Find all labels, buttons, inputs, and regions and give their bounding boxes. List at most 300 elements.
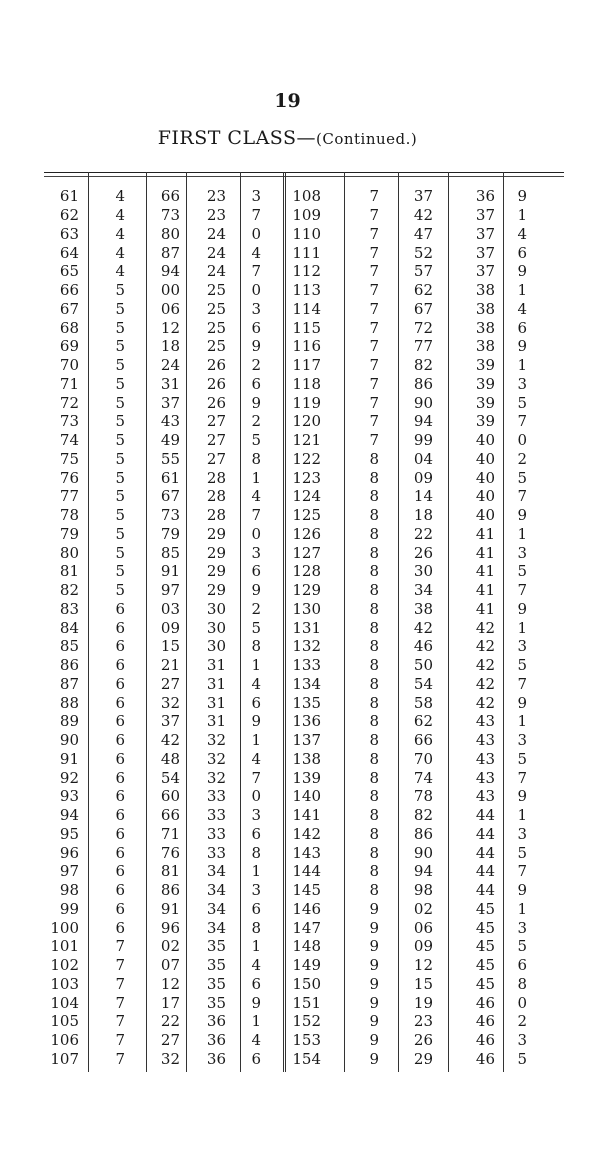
table-cell: 19 (413, 993, 433, 1012)
table-heading (0, 127, 575, 149)
table-cell: 27 (206, 412, 226, 431)
table-cell: 7 (517, 768, 527, 787)
table-cell: 3 (251, 881, 261, 900)
table-cell: 148 (292, 937, 321, 956)
table-cell: 37 (413, 187, 433, 206)
table-cell: 145 (292, 881, 321, 900)
table-cell: 9 (517, 337, 527, 356)
table-cell: 4 (251, 749, 261, 768)
table-row (287, 487, 531, 506)
table-cell: 8 (369, 768, 379, 787)
table-cell: 5 (517, 1049, 527, 1068)
table-cell: 7 (115, 1012, 125, 1031)
table-cell: 142 (292, 824, 321, 843)
table-row (287, 525, 531, 544)
table-cell: 75 (59, 449, 79, 468)
table-row (40, 375, 265, 394)
table-cell: 41 (475, 524, 495, 543)
table-cell: 39 (475, 374, 495, 393)
table-cell: 7 (115, 993, 125, 1012)
table-cell: 5 (115, 562, 125, 581)
table-cell: 8 (369, 806, 379, 825)
table-row (40, 656, 265, 675)
table-row (287, 862, 531, 881)
table-cell: 29 (206, 524, 226, 543)
table-cell: 2 (251, 599, 261, 618)
table-row (40, 525, 265, 544)
table-cell: 1 (517, 524, 527, 543)
table-cell: 7 (251, 206, 261, 225)
table-cell: 92 (59, 768, 79, 787)
table-cell: 6 (251, 1049, 261, 1068)
table-cell: 102 (50, 956, 79, 975)
table-cell: 65 (59, 262, 79, 281)
table-row (287, 693, 531, 712)
table-cell: 118 (292, 374, 321, 393)
table-row (287, 712, 531, 731)
table-cell: 8 (369, 712, 379, 731)
table-cell: 5 (517, 937, 527, 956)
table-cell: 4 (115, 206, 125, 225)
table-cell: 6 (251, 974, 261, 993)
table-cell: 12 (160, 974, 180, 993)
table-cell: 5 (115, 506, 125, 525)
table-cell: 24 (206, 243, 226, 262)
table-cell: 9 (517, 787, 527, 806)
table-cell: 7 (251, 506, 261, 525)
table-cell: 111 (292, 243, 321, 262)
table-cell: 9 (369, 918, 379, 937)
table-cell: 45 (475, 974, 495, 993)
table-cell: 43 (160, 412, 180, 431)
table-cell: 70 (59, 356, 79, 375)
table-cell: 113 (292, 281, 321, 300)
table-cell: 78 (59, 506, 79, 525)
table-cell: 8 (369, 618, 379, 637)
table-cell: 8 (369, 581, 379, 600)
table-cell: 73 (160, 206, 180, 225)
table-cell: 5 (115, 337, 125, 356)
table-cell: 7 (115, 1049, 125, 1068)
table-cell: 42 (475, 637, 495, 656)
table-cell: 8 (369, 881, 379, 900)
table-cell: 02 (413, 899, 433, 918)
table-cell: 38 (475, 281, 495, 300)
table-cell: 71 (160, 824, 180, 843)
table-cell: 7 (369, 431, 379, 450)
table-cell: 25 (206, 299, 226, 318)
table-row (40, 600, 265, 619)
table-cell: 1 (517, 618, 527, 637)
table-cell: 7 (517, 862, 527, 881)
table-cell: 6 (115, 599, 125, 618)
table-cell: 8 (369, 843, 379, 862)
table-cell: 35 (206, 974, 226, 993)
table-cell: 144 (292, 862, 321, 881)
table-row (40, 393, 265, 412)
table-cell: 15 (413, 974, 433, 993)
table-cell: 115 (292, 318, 321, 337)
table-row (287, 768, 531, 787)
table-cell: 23 (413, 1012, 433, 1031)
table-cell: 1 (251, 937, 261, 956)
table-cell: 14 (413, 487, 433, 506)
table-cell: 6 (115, 862, 125, 881)
table-cell: 7 (115, 974, 125, 993)
table-cell: 54 (413, 674, 433, 693)
table-row (287, 656, 531, 675)
table-cell: 26 (413, 1031, 433, 1050)
table-cell: 2 (517, 1012, 527, 1031)
table-cell: 141 (292, 806, 321, 825)
table-cell: 5 (115, 374, 125, 393)
table-cell: 25 (206, 318, 226, 337)
table-cell: 133 (292, 656, 321, 675)
table-cell: 9 (369, 899, 379, 918)
table-row (40, 918, 265, 937)
table-cell: 3 (251, 543, 261, 562)
table-row (287, 900, 531, 919)
table-cell: 104 (50, 993, 79, 1012)
center-double-divider (283, 172, 286, 1072)
table-cell: 52 (413, 243, 433, 262)
table-cell: 28 (206, 506, 226, 525)
table-cell: 32 (206, 731, 226, 750)
table-cell: 46 (475, 1031, 495, 1050)
table-cell: 82 (413, 356, 433, 375)
table-cell: 8 (369, 824, 379, 843)
table-cell: 130 (292, 599, 321, 618)
table-cell: 7 (369, 356, 379, 375)
table-cell: 90 (413, 393, 433, 412)
table-cell: 4 (251, 487, 261, 506)
table-cell: 6 (115, 768, 125, 787)
table-cell: 44 (475, 806, 495, 825)
table-row (287, 506, 531, 525)
table-cell: 30 (206, 637, 226, 656)
table-cell: 09 (413, 468, 433, 487)
table-cell: 90 (413, 843, 433, 862)
table-row (40, 900, 265, 919)
table-cell: 8 (251, 637, 261, 656)
table-cell: 7 (115, 1031, 125, 1050)
table-cell: 94 (413, 412, 433, 431)
table-row (40, 431, 265, 450)
table-cell: 96 (59, 843, 79, 862)
table-cell: 26 (206, 374, 226, 393)
table-cell: 90 (59, 731, 79, 750)
table-cell: 35 (206, 937, 226, 956)
table-cell: 8 (369, 731, 379, 750)
table-cell: 9 (517, 187, 527, 206)
table-cell: 5 (115, 487, 125, 506)
table-cell: 126 (292, 524, 321, 543)
table-cell: 131 (292, 618, 321, 637)
table-cell: 5 (517, 562, 527, 581)
table-row (287, 187, 531, 206)
table-cell: 31 (206, 656, 226, 675)
table-row (287, 412, 531, 431)
table-row (40, 356, 265, 375)
table-cell: 8 (369, 543, 379, 562)
table-row (40, 956, 265, 975)
table-cell: 7 (517, 412, 527, 431)
table-cell: 29 (206, 581, 226, 600)
table-cell: 93 (59, 787, 79, 806)
table-cell: 7 (369, 393, 379, 412)
table-cell: 5 (115, 431, 125, 450)
table-row (40, 337, 265, 356)
table-cell: 34 (206, 881, 226, 900)
table-cell: 34 (206, 899, 226, 918)
table-cell: 44 (475, 824, 495, 843)
table-row (287, 450, 531, 469)
table-cell: 9 (251, 581, 261, 600)
table-cell: 2 (251, 356, 261, 375)
table-cell: 8 (369, 468, 379, 487)
table-row (40, 281, 265, 300)
table-row (287, 225, 531, 244)
table-row (287, 787, 531, 806)
table-cell: 35 (206, 993, 226, 1012)
right-table-block (287, 187, 531, 1068)
table-cell: 32 (206, 749, 226, 768)
table-cell: 38 (413, 599, 433, 618)
table-cell: 3 (517, 543, 527, 562)
table-cell: 12 (413, 956, 433, 975)
table-row (40, 637, 265, 656)
table-cell: 38 (475, 318, 495, 337)
table-cell: 9 (369, 1049, 379, 1068)
table-cell: 34 (206, 918, 226, 937)
table-cell: 8 (369, 487, 379, 506)
table-row (287, 937, 531, 956)
table-cell: 30 (206, 618, 226, 637)
table-cell: 9 (517, 262, 527, 281)
table-cell: 4 (115, 262, 125, 281)
table-cell: 112 (292, 262, 321, 281)
table-cell: 29 (206, 562, 226, 581)
table-cell: 40 (475, 506, 495, 525)
table-cell: 119 (292, 393, 321, 412)
table-cell: 39 (475, 393, 495, 412)
table-cell: 116 (292, 337, 321, 356)
table-cell: 95 (59, 824, 79, 843)
table-cell: 46 (413, 637, 433, 656)
table-cell: 6 (115, 731, 125, 750)
table-cell: 30 (413, 562, 433, 581)
table-row (40, 543, 265, 562)
table-cell: 7 (251, 262, 261, 281)
table-cell: 8 (369, 862, 379, 881)
table-cell: 24 (160, 356, 180, 375)
table-cell: 34 (206, 862, 226, 881)
table-cell: 85 (160, 543, 180, 562)
table-cell: 8 (369, 693, 379, 712)
table-cell: 110 (292, 224, 321, 243)
table-row (40, 787, 265, 806)
table-cell: 5 (115, 412, 125, 431)
table-row (287, 318, 531, 337)
table-cell: 30 (206, 599, 226, 618)
table-row (287, 750, 531, 769)
table-cell: 0 (251, 787, 261, 806)
table-cell: 25 (206, 337, 226, 356)
table-cell: 73 (160, 506, 180, 525)
table-cell: 134 (292, 674, 321, 693)
table-cell: 41 (475, 581, 495, 600)
table-cell: 1 (251, 731, 261, 750)
table-cell: 66 (160, 187, 180, 206)
table-cell: 149 (292, 956, 321, 975)
table-cell: 6 (115, 918, 125, 937)
table-row (287, 731, 531, 750)
table-cell: 74 (413, 768, 433, 787)
table-row (287, 1050, 531, 1069)
table-cell: 8 (369, 749, 379, 768)
table-cell: 42 (475, 693, 495, 712)
table-row (287, 281, 531, 300)
table-row (40, 1050, 265, 1069)
table-cell: 86 (413, 824, 433, 843)
table-cell: 06 (413, 918, 433, 937)
table-cell: 28 (206, 468, 226, 487)
table-row (40, 731, 265, 750)
table-cell: 38 (475, 337, 495, 356)
table-row (287, 543, 531, 562)
table-row (287, 1031, 531, 1050)
table-row (40, 581, 265, 600)
table-cell: 42 (413, 618, 433, 637)
table-cell: 81 (59, 562, 79, 581)
table-cell: 105 (50, 1012, 79, 1031)
table-cell: 64 (59, 243, 79, 262)
table-cell: 26 (206, 356, 226, 375)
table-cell: 108 (292, 187, 321, 206)
table-cell: 37 (475, 224, 495, 243)
table-cell: 98 (413, 881, 433, 900)
table-cell: 61 (160, 468, 180, 487)
table-cell: 40 (475, 468, 495, 487)
table-row (40, 412, 265, 431)
table-cell: 4 (251, 1031, 261, 1050)
table-cell: 62 (413, 281, 433, 300)
table-cell: 6 (115, 749, 125, 768)
table-cell: 7 (517, 581, 527, 600)
table-row (40, 862, 265, 881)
table-cell: 6 (115, 712, 125, 731)
table-cell: 44 (475, 862, 495, 881)
table-cell: 43 (475, 731, 495, 750)
table-cell: 73 (59, 412, 79, 431)
table-cell: 139 (292, 768, 321, 787)
table-cell: 58 (413, 693, 433, 712)
table-row (287, 431, 531, 450)
table-cell: 120 (292, 412, 321, 431)
table-cell: 33 (206, 843, 226, 862)
table-cell: 04 (413, 449, 433, 468)
table-cell: 70 (413, 749, 433, 768)
left-table-block (40, 187, 265, 1068)
table-cell: 45 (475, 956, 495, 975)
table-cell: 2 (251, 412, 261, 431)
table-row (40, 693, 265, 712)
table-cell: 80 (59, 543, 79, 562)
table-cell: 86 (59, 656, 79, 675)
table-row (287, 206, 531, 225)
table-cell: 94 (413, 862, 433, 881)
table-cell: 5 (251, 618, 261, 637)
table-cell: 5 (517, 843, 527, 862)
table-cell: 35 (206, 956, 226, 975)
table-cell: 136 (292, 712, 321, 731)
table-cell: 103 (50, 974, 79, 993)
table-cell: 27 (206, 449, 226, 468)
table-cell: 82 (413, 806, 433, 825)
table-cell: 06 (160, 299, 180, 318)
table-cell: 32 (160, 1049, 180, 1068)
table-cell: 72 (413, 318, 433, 337)
table-cell: 02 (160, 937, 180, 956)
table-cell: 7 (369, 187, 379, 206)
table-cell: 22 (160, 1012, 180, 1031)
table-cell: 9 (251, 712, 261, 731)
table-cell: 26 (413, 543, 433, 562)
table-cell: 36 (206, 1049, 226, 1068)
table-cell: 150 (292, 974, 321, 993)
table-cell: 29 (413, 1049, 433, 1068)
table-cell: 7 (115, 937, 125, 956)
table-cell: 8 (517, 974, 527, 993)
table-cell: 42 (475, 618, 495, 637)
table-cell: 99 (413, 431, 433, 450)
table-cell: 8 (251, 918, 261, 937)
table-cell: 100 (50, 918, 79, 937)
table-cell: 98 (59, 881, 79, 900)
table-cell: 140 (292, 787, 321, 806)
table-cell: 114 (292, 299, 321, 318)
table-cell: 3 (517, 824, 527, 843)
table-cell: 9 (369, 993, 379, 1012)
table-cell: 4 (115, 243, 125, 262)
table-cell: 74 (59, 431, 79, 450)
table-cell: 32 (160, 693, 180, 712)
table-cell: 5 (115, 449, 125, 468)
table-cell: 29 (206, 543, 226, 562)
table-cell: 82 (59, 581, 79, 600)
table-cell: 6 (115, 881, 125, 900)
table-cell: 154 (292, 1049, 321, 1068)
table-cell: 147 (292, 918, 321, 937)
table-cell: 86 (160, 881, 180, 900)
table-row (287, 337, 531, 356)
table-row (40, 825, 265, 844)
table-cell: 5 (115, 393, 125, 412)
table-row (40, 318, 265, 337)
table-cell: 6 (115, 656, 125, 675)
table-cell: 15 (160, 637, 180, 656)
table-cell: 7 (517, 674, 527, 693)
table-cell: 47 (413, 224, 433, 243)
table-cell: 91 (160, 562, 180, 581)
table-cell: 8 (369, 449, 379, 468)
table-cell: 153 (292, 1031, 321, 1050)
table-row (40, 206, 265, 225)
table-cell: 87 (59, 674, 79, 693)
table-cell: 7 (369, 299, 379, 318)
table-cell: 97 (160, 581, 180, 600)
table-cell: 43 (475, 787, 495, 806)
